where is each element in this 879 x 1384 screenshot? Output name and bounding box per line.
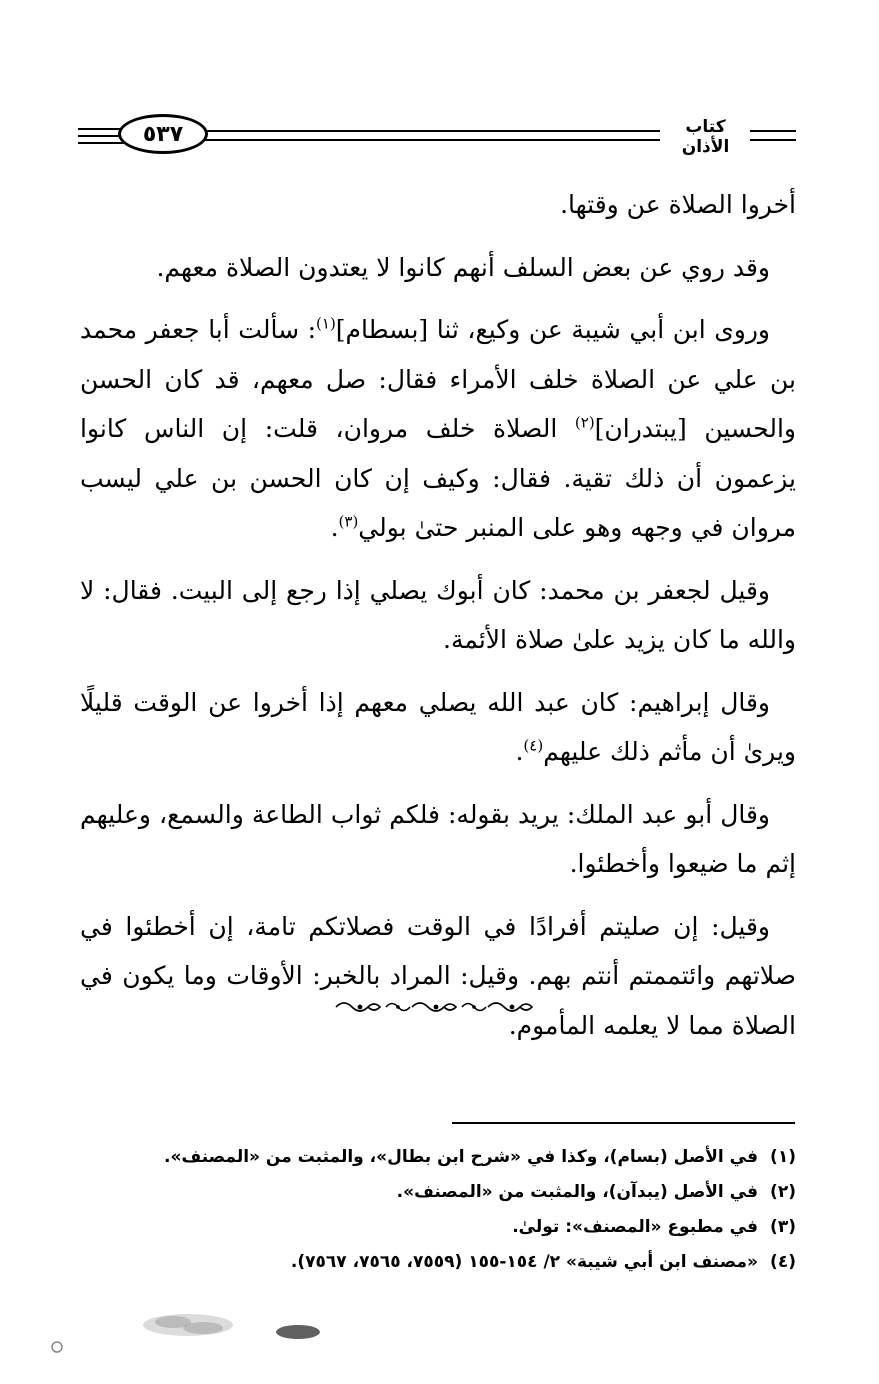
paragraph-text: . [515,737,524,766]
scan-smudge-icon [138,1310,238,1340]
header-rule [78,142,128,144]
paragraph: وقال أبو عبد الملك: يريد بقوله: فلكم ثواب الطاعة والسمع، وعليهم إثم ما ضيعوا وأخطئوا. [80,799,796,878]
paragraph-text: : سألت أبا جعفر محمد بن علي عن الصلاة خلف الأمراء فقال: صل معهم، قد كان الحسن والحسين [يبتدران] [80,315,796,443]
paragraph-text: وروى ابن أبي شيبة عن وكيع، ثنا [بسطام] [335,315,771,344]
paragraph: أخروا الصلاة عن وقتها. [560,190,796,219]
footnote-text: في الأصل (يبدآن)، والمثبت من «المصنف». [396,1182,758,1202]
footnote-number: (٢) [770,1182,796,1202]
header-rule [750,130,796,132]
main-text [80,180,796,1063]
ornament-icon [330,997,550,1017]
paragraph: وقيل: إن صليتم أفرادًا في الوقت فصلاتكم تامة، إن أخطئوا في صلاتهم وائتممتم أنتم بهم. وقيل: المراد بالخبر: الأوقات وما يكون في الصلاة مما لا يعلمه المأموم. [80,911,796,1040]
footnote-ref: (٤) [523,736,544,755]
section-ornament [330,997,550,1017]
footnote-text: في مطبوع «المصنف»: تولىٰ. [512,1217,758,1237]
paragraph [80,305,796,553]
footnote-ref: (١) [316,314,336,333]
footnote-text: «مصنف ابن أبي شيبة» ٢/ ١٥٤-١٥٥ (٧٥٥٩، ٧٥٦٥، ٧٥٦٧). [290,1252,758,1272]
header-rule [200,130,660,132]
header-rule [200,139,660,141]
footnote-item [150,1210,796,1245]
scan-smudge-icon [50,1340,64,1354]
paragraph [80,678,796,777]
scan-smudge-icon [272,1322,324,1342]
footnote-ref: (٢) [574,413,595,432]
paragraph-text: . [330,513,339,542]
page-number: ٥٣٧ [118,114,208,154]
footnote-divider [452,1122,795,1124]
header-rule [750,139,796,141]
paragraph: وقد روي عن بعض السلف أنهم كانوا لا يعتدون الصلاة معهم. [156,252,770,282]
footnote-item [150,1140,796,1175]
paragraph-text: الصلاة خلف مروان، قلت: إن الناس كانوا يزعمون أن ذلك تقية. فقال: وكيف إن كان الحسن بن علي ليسب مروان في وجهه وهو على المنبر حتىٰ بولي [80,414,796,542]
footnote-number: (١) [770,1147,796,1167]
footnote-number: (٣) [770,1217,796,1237]
footnote-item [150,1245,796,1280]
running-title: كتاب الأذان [681,117,730,157]
footnote-ref: (٣) [338,512,359,531]
paragraph-text: وقال إبراهيم: كان عبد الله يصلي معهم إذا أخروا عن الوقت قليلًا ويرىٰ أن مأثم ذلك عليهم [80,687,796,766]
footnote-item [150,1175,796,1210]
footnote-number: (٤) [770,1252,796,1272]
paragraph: وقيل لجعفر بن محمد: كان أبوك يصلي إذا رجع إلى البيت. فقال: لا والله ما كان يزيد علىٰ صلاة الأئمة. [80,575,796,654]
footnote-text: في الأصل (بسام)، وكذا في «شرح ابن بطال»، والمثبت من «المصنف». [164,1147,758,1167]
page-header [78,108,796,158]
footnotes [150,1140,796,1280]
